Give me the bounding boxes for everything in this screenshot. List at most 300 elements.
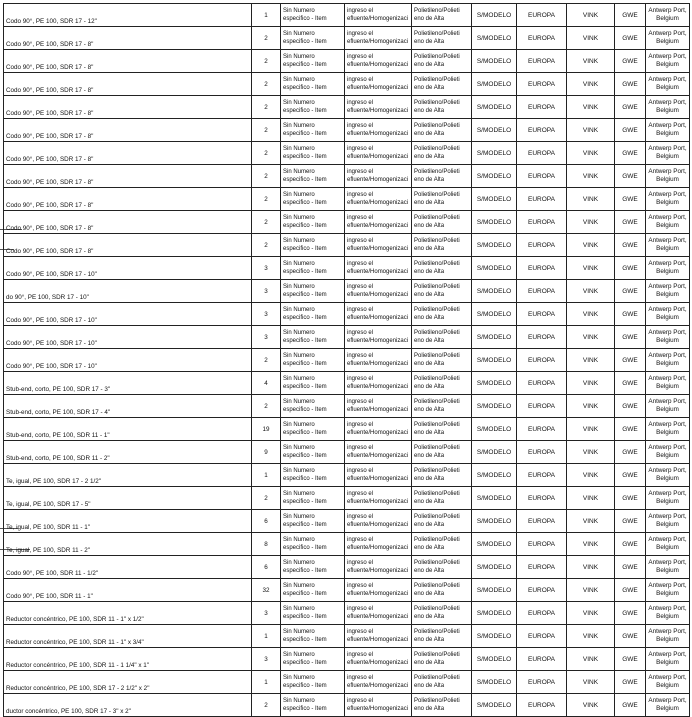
- item-brand: VINK: [567, 625, 615, 648]
- item-port-line: Antwerp Port,: [648, 651, 687, 658]
- item-description: Te, igual, PE 100, SDR 17 - 5": [4, 487, 252, 510]
- item-quantity: 3: [252, 303, 281, 326]
- item-port-line: Belgium: [656, 153, 679, 160]
- item-material-line: Polietileno/Polieti: [414, 330, 460, 336]
- item-code-line: especifico - Item: [283, 108, 327, 114]
- table-row: [4, 211, 690, 234]
- item-material-line: Polietileno/Polieti: [414, 307, 460, 313]
- item-model: S/MODELO: [472, 142, 517, 165]
- table-row: [4, 694, 690, 717]
- item-use: [345, 96, 412, 119]
- item-code: [281, 579, 345, 602]
- item-material: [412, 27, 472, 50]
- item-origin: EUROPA: [517, 441, 567, 464]
- item-port-line: Antwerp Port,: [648, 99, 687, 106]
- item-quantity: 1: [252, 464, 281, 487]
- item-port-line: Belgium: [656, 682, 679, 689]
- table-row: [4, 234, 690, 257]
- item-cert: GWE: [615, 533, 646, 556]
- item-use-line: efluente/Homogenizaci: [347, 637, 409, 643]
- item-brand: VINK: [567, 303, 615, 326]
- item-quantity: 3: [252, 648, 281, 671]
- item-description: Codo 90°, PE 100, SDR 17 - 8": [4, 119, 252, 142]
- item-model: S/MODELO: [472, 441, 517, 464]
- item-code-line: Sin Numero: [283, 422, 315, 428]
- item-code-line: Sin Numero: [283, 537, 315, 543]
- item-port-line: Antwerp Port,: [648, 329, 687, 336]
- item-material-line: Polietileno/Polieti: [414, 376, 460, 382]
- item-quantity: 2: [252, 142, 281, 165]
- item-material-line: eno de Alta: [414, 476, 445, 482]
- item-origin: EUROPA: [517, 579, 567, 602]
- item-port: [646, 27, 690, 50]
- item-description: Reductor concéntrico, PE 100, SDR 17 - 2 1/2" x 2": [4, 671, 252, 694]
- item-code-line: especifico - Item: [283, 545, 327, 551]
- item-code-line: Sin Numero: [283, 54, 315, 60]
- item-cert: GWE: [615, 4, 646, 27]
- item-material-line: eno de Alta: [414, 568, 445, 574]
- item-material-line: eno de Alta: [414, 108, 445, 114]
- table-row: [4, 418, 690, 441]
- item-material-line: eno de Alta: [414, 637, 445, 643]
- item-brand: VINK: [567, 188, 615, 211]
- item-port-line: Antwerp Port,: [648, 352, 687, 359]
- item-use: [345, 395, 412, 418]
- item-brand: VINK: [567, 119, 615, 142]
- item-origin: EUROPA: [517, 96, 567, 119]
- item-cert: GWE: [615, 487, 646, 510]
- item-use: [345, 441, 412, 464]
- item-port-line: Antwerp Port,: [648, 30, 687, 37]
- item-model: S/MODELO: [472, 303, 517, 326]
- item-use-line: ingreso el: [347, 54, 374, 60]
- item-code-line: Sin Numero: [283, 169, 315, 175]
- item-material: [412, 326, 472, 349]
- item-brand: VINK: [567, 487, 615, 510]
- item-material: [412, 303, 472, 326]
- item-brand: VINK: [567, 395, 615, 418]
- item-material-line: Polietileno/Polieti: [414, 652, 460, 658]
- item-model: S/MODELO: [472, 694, 517, 717]
- item-port: [646, 510, 690, 533]
- item-material-line: Polietileno/Polieti: [414, 422, 460, 428]
- item-material: [412, 533, 472, 556]
- item-brand: VINK: [567, 441, 615, 464]
- item-material-line: eno de Alta: [414, 407, 445, 413]
- item-brand: VINK: [567, 280, 615, 303]
- item-quantity: 6: [252, 556, 281, 579]
- item-brand: VINK: [567, 556, 615, 579]
- item-quantity: 2: [252, 96, 281, 119]
- item-material-line: eno de Alta: [414, 315, 445, 321]
- item-origin: EUROPA: [517, 510, 567, 533]
- item-use: [345, 648, 412, 671]
- item-description: Te, igual, PE 100, SDR 11 - 2": [4, 533, 252, 556]
- item-material: [412, 395, 472, 418]
- item-model: S/MODELO: [472, 625, 517, 648]
- item-use-line: efluente/Homogenizaci: [347, 591, 409, 597]
- item-use-line: efluente/Homogenizaci: [347, 338, 409, 344]
- item-port-line: Antwerp Port,: [648, 168, 687, 175]
- table-row: [4, 602, 690, 625]
- item-use: [345, 694, 412, 717]
- item-description: Codo 90°, PE 100, SDR 11 - 1/2": [4, 556, 252, 579]
- item-description: Codo 90°, PE 100, SDR 17 - 8": [4, 142, 252, 165]
- item-origin: EUROPA: [517, 349, 567, 372]
- item-origin: EUROPA: [517, 280, 567, 303]
- item-code-line: Sin Numero: [283, 675, 315, 681]
- item-use-line: efluente/Homogenizaci: [347, 85, 409, 91]
- item-brand: VINK: [567, 142, 615, 165]
- item-code: [281, 119, 345, 142]
- item-code-line: Sin Numero: [283, 146, 315, 152]
- item-use-line: efluente/Homogenizaci: [347, 39, 409, 45]
- item-material-line: eno de Alta: [414, 177, 445, 183]
- item-description: Stub-end, corto, PE 100, SDR 17 - 3": [4, 372, 252, 395]
- item-use-line: ingreso el: [347, 445, 374, 451]
- item-port: [646, 142, 690, 165]
- item-code: [281, 464, 345, 487]
- item-model: S/MODELO: [472, 326, 517, 349]
- item-port-line: Belgium: [656, 636, 679, 643]
- item-port-line: Belgium: [656, 314, 679, 321]
- table-row: [4, 280, 690, 303]
- item-code: [281, 441, 345, 464]
- item-quantity: 2: [252, 188, 281, 211]
- item-port: [646, 464, 690, 487]
- item-description: Codo 90°, PE 100, SDR 17 - 8": [4, 188, 252, 211]
- item-port-line: Belgium: [656, 107, 679, 114]
- item-quantity: 4: [252, 372, 281, 395]
- item-brand: VINK: [567, 418, 615, 441]
- item-use-line: ingreso el: [347, 514, 374, 520]
- item-code-line: especifico - Item: [283, 246, 327, 252]
- item-cert: GWE: [615, 27, 646, 50]
- item-quantity: 2: [252, 73, 281, 96]
- item-use-line: efluente/Homogenizaci: [347, 706, 409, 712]
- item-quantity: 1: [252, 671, 281, 694]
- item-material: [412, 579, 472, 602]
- table-row: [4, 165, 690, 188]
- item-port-line: Belgium: [656, 360, 679, 367]
- table-row: [4, 464, 690, 487]
- item-material-line: eno de Alta: [414, 499, 445, 505]
- item-use: [345, 625, 412, 648]
- item-brand: VINK: [567, 349, 615, 372]
- items-table: [3, 3, 690, 717]
- item-port-line: Antwerp Port,: [648, 7, 687, 14]
- item-model: S/MODELO: [472, 211, 517, 234]
- item-use-line: efluente/Homogenizaci: [347, 223, 409, 229]
- item-port: [646, 303, 690, 326]
- item-use-line: ingreso el: [347, 491, 374, 497]
- item-cert: GWE: [615, 280, 646, 303]
- item-use: [345, 234, 412, 257]
- item-material: [412, 694, 472, 717]
- item-use-line: efluente/Homogenizaci: [347, 315, 409, 321]
- item-material-line: eno de Alta: [414, 591, 445, 597]
- item-port: [646, 4, 690, 27]
- item-code: [281, 50, 345, 73]
- item-material: [412, 602, 472, 625]
- item-description: Codo 90°, PE 100, SDR 11 - 1": [4, 579, 252, 602]
- item-port: [646, 648, 690, 671]
- item-use-line: efluente/Homogenizaci: [347, 269, 409, 275]
- item-material: [412, 96, 472, 119]
- item-use-line: ingreso el: [347, 100, 374, 106]
- item-port: [646, 257, 690, 280]
- item-origin: EUROPA: [517, 418, 567, 441]
- item-code: [281, 211, 345, 234]
- item-use-line: efluente/Homogenizaci: [347, 200, 409, 206]
- item-quantity: 1: [252, 4, 281, 27]
- item-use-line: efluente/Homogenizaci: [347, 292, 409, 298]
- item-brand: VINK: [567, 671, 615, 694]
- item-material-line: eno de Alta: [414, 545, 445, 551]
- item-code: [281, 418, 345, 441]
- item-description: Codo 90°, PE 100, SDR 17 - 10": [4, 349, 252, 372]
- item-material-line: Polietileno/Polieti: [414, 399, 460, 405]
- item-port-line: Belgium: [656, 452, 679, 459]
- item-use: [345, 579, 412, 602]
- item-use: [345, 211, 412, 234]
- item-use-line: ingreso el: [347, 399, 374, 405]
- item-origin: EUROPA: [517, 648, 567, 671]
- item-code-line: Sin Numero: [283, 445, 315, 451]
- item-code-line: especifico - Item: [283, 177, 327, 183]
- item-code-line: Sin Numero: [283, 123, 315, 129]
- item-brand: VINK: [567, 165, 615, 188]
- item-brand: VINK: [567, 4, 615, 27]
- item-port-line: Antwerp Port,: [648, 191, 687, 198]
- item-material: [412, 50, 472, 73]
- table-row: [4, 96, 690, 119]
- item-model: S/MODELO: [472, 119, 517, 142]
- item-material-line: eno de Alta: [414, 361, 445, 367]
- item-port-line: Antwerp Port,: [648, 559, 687, 566]
- item-code-line: especifico - Item: [283, 499, 327, 505]
- item-use: [345, 602, 412, 625]
- item-use: [345, 464, 412, 487]
- item-brand: VINK: [567, 533, 615, 556]
- item-description: Codo 90°, PE 100, SDR 17 - 12": [4, 4, 252, 27]
- item-material: [412, 142, 472, 165]
- item-code-line: especifico - Item: [283, 338, 327, 344]
- item-code: [281, 487, 345, 510]
- item-use-line: efluente/Homogenizaci: [347, 683, 409, 689]
- item-port-line: Belgium: [656, 590, 679, 597]
- item-code-line: Sin Numero: [283, 261, 315, 267]
- item-material-line: eno de Alta: [414, 223, 445, 229]
- item-use: [345, 556, 412, 579]
- item-description: ductor concéntrico, PE 100, SDR 17 - 3" x 2": [4, 694, 252, 717]
- item-port-line: Antwerp Port,: [648, 53, 687, 60]
- item-code: [281, 27, 345, 50]
- item-use-line: ingreso el: [347, 31, 374, 37]
- item-brand: VINK: [567, 510, 615, 533]
- item-origin: EUROPA: [517, 602, 567, 625]
- item-code-line: Sin Numero: [283, 399, 315, 405]
- item-brand: VINK: [567, 464, 615, 487]
- table-row: [4, 73, 690, 96]
- item-material-line: eno de Alta: [414, 660, 445, 666]
- item-quantity: 3: [252, 257, 281, 280]
- item-code-line: Sin Numero: [283, 77, 315, 83]
- item-cert: GWE: [615, 579, 646, 602]
- item-port-line: Belgium: [656, 521, 679, 528]
- item-origin: EUROPA: [517, 234, 567, 257]
- item-port-line: Belgium: [656, 498, 679, 505]
- item-origin: EUROPA: [517, 303, 567, 326]
- item-description: Codo 90°, PE 100, SDR 17 - 10": [4, 257, 252, 280]
- item-port-line: Belgium: [656, 61, 679, 68]
- item-port-line: Antwerp Port,: [648, 306, 687, 313]
- item-material-line: eno de Alta: [414, 292, 445, 298]
- item-quantity: 2: [252, 165, 281, 188]
- item-material-line: Polietileno/Polieti: [414, 583, 460, 589]
- item-code: [281, 533, 345, 556]
- item-code-line: especifico - Item: [283, 16, 327, 22]
- item-material-line: Polietileno/Polieti: [414, 560, 460, 566]
- item-description: Reductor concéntrico, PE 100, SDR 11 - 1" x 1/2": [4, 602, 252, 625]
- item-code-line: Sin Numero: [283, 376, 315, 382]
- item-quantity: 6: [252, 510, 281, 533]
- item-port: [646, 487, 690, 510]
- item-material-line: eno de Alta: [414, 16, 445, 22]
- item-use-line: efluente/Homogenizaci: [347, 361, 409, 367]
- item-port-line: Antwerp Port,: [648, 674, 687, 681]
- item-code: [281, 349, 345, 372]
- item-quantity: 9: [252, 441, 281, 464]
- item-origin: EUROPA: [517, 671, 567, 694]
- item-material: [412, 280, 472, 303]
- item-material-line: Polietileno/Polieti: [414, 284, 460, 290]
- item-quantity: 3: [252, 602, 281, 625]
- item-model: S/MODELO: [472, 349, 517, 372]
- item-material-line: Polietileno/Polieti: [414, 537, 460, 543]
- item-code-line: especifico - Item: [283, 660, 327, 666]
- item-material: [412, 556, 472, 579]
- item-port-line: Belgium: [656, 429, 679, 436]
- item-origin: EUROPA: [517, 625, 567, 648]
- item-port: [646, 119, 690, 142]
- table-row: [4, 188, 690, 211]
- item-model: S/MODELO: [472, 671, 517, 694]
- item-model: S/MODELO: [472, 27, 517, 50]
- item-code-line: especifico - Item: [283, 85, 327, 91]
- item-code: [281, 73, 345, 96]
- item-code-line: Sin Numero: [283, 353, 315, 359]
- item-code-line: Sin Numero: [283, 192, 315, 198]
- item-origin: EUROPA: [517, 464, 567, 487]
- item-use: [345, 257, 412, 280]
- item-use-line: efluente/Homogenizaci: [347, 660, 409, 666]
- item-port-line: Antwerp Port,: [648, 467, 687, 474]
- item-port: [646, 671, 690, 694]
- item-port: [646, 372, 690, 395]
- item-port-line: Antwerp Port,: [648, 122, 687, 129]
- item-material-line: eno de Alta: [414, 522, 445, 528]
- item-material-line: Polietileno/Polieti: [414, 8, 460, 14]
- item-code-line: Sin Numero: [283, 100, 315, 106]
- item-use: [345, 27, 412, 50]
- item-brand: VINK: [567, 27, 615, 50]
- item-use-line: efluente/Homogenizaci: [347, 154, 409, 160]
- item-use-line: ingreso el: [347, 606, 374, 612]
- item-cert: GWE: [615, 326, 646, 349]
- item-material-line: eno de Alta: [414, 269, 445, 275]
- item-material: [412, 625, 472, 648]
- item-code-line: especifico - Item: [283, 706, 327, 712]
- item-port: [646, 533, 690, 556]
- item-cert: GWE: [615, 234, 646, 257]
- item-use-line: ingreso el: [347, 169, 374, 175]
- item-use-line: ingreso el: [347, 675, 374, 681]
- item-description: Codo 90°, PE 100, SDR 17 - 8": [4, 73, 252, 96]
- item-use-line: efluente/Homogenizaci: [347, 614, 409, 620]
- item-description: Codo 90°, PE 100, SDR 17 - 8": [4, 165, 252, 188]
- item-description: Codo 90°, PE 100, SDR 17 - 10": [4, 303, 252, 326]
- item-quantity: 2: [252, 119, 281, 142]
- item-code-line: Sin Numero: [283, 652, 315, 658]
- item-material-line: eno de Alta: [414, 384, 445, 390]
- item-model: S/MODELO: [472, 395, 517, 418]
- item-use: [345, 487, 412, 510]
- item-use-line: efluente/Homogenizaci: [347, 430, 409, 436]
- table-row: [4, 27, 690, 50]
- item-quantity: 8: [252, 533, 281, 556]
- item-use-line: ingreso el: [347, 215, 374, 221]
- item-port-line: Belgium: [656, 291, 679, 298]
- item-use-line: efluente/Homogenizaci: [347, 522, 409, 528]
- item-material-line: Polietileno/Polieti: [414, 100, 460, 106]
- item-use-line: ingreso el: [347, 77, 374, 83]
- item-port: [646, 694, 690, 717]
- item-use-line: ingreso el: [347, 629, 374, 635]
- item-material: [412, 510, 472, 533]
- item-brand: VINK: [567, 694, 615, 717]
- item-code: [281, 142, 345, 165]
- table-row: [4, 119, 690, 142]
- item-cert: GWE: [615, 625, 646, 648]
- item-material: [412, 234, 472, 257]
- item-use: [345, 4, 412, 27]
- item-cert: GWE: [615, 50, 646, 73]
- item-material: [412, 418, 472, 441]
- item-use-line: efluente/Homogenizaci: [347, 131, 409, 137]
- item-model: S/MODELO: [472, 96, 517, 119]
- item-code-line: especifico - Item: [283, 315, 327, 321]
- item-port-line: Antwerp Port,: [648, 582, 687, 589]
- item-use-line: efluente/Homogenizaci: [347, 62, 409, 68]
- item-description: Codo 90°, PE 100, SDR 17 - 8": [4, 50, 252, 73]
- item-model: S/MODELO: [472, 602, 517, 625]
- item-use-line: ingreso el: [347, 353, 374, 359]
- item-material: [412, 648, 472, 671]
- item-use: [345, 326, 412, 349]
- item-code-line: Sin Numero: [283, 560, 315, 566]
- item-code-line: especifico - Item: [283, 200, 327, 206]
- item-port-line: Belgium: [656, 199, 679, 206]
- item-material: [412, 211, 472, 234]
- item-description: do 90°, PE 100, SDR 17 - 10": [4, 280, 252, 303]
- item-code: [281, 602, 345, 625]
- item-cert: GWE: [615, 73, 646, 96]
- table-row: [4, 372, 690, 395]
- item-quantity: 1: [252, 625, 281, 648]
- item-port: [646, 602, 690, 625]
- item-use-line: efluente/Homogenizaci: [347, 568, 409, 574]
